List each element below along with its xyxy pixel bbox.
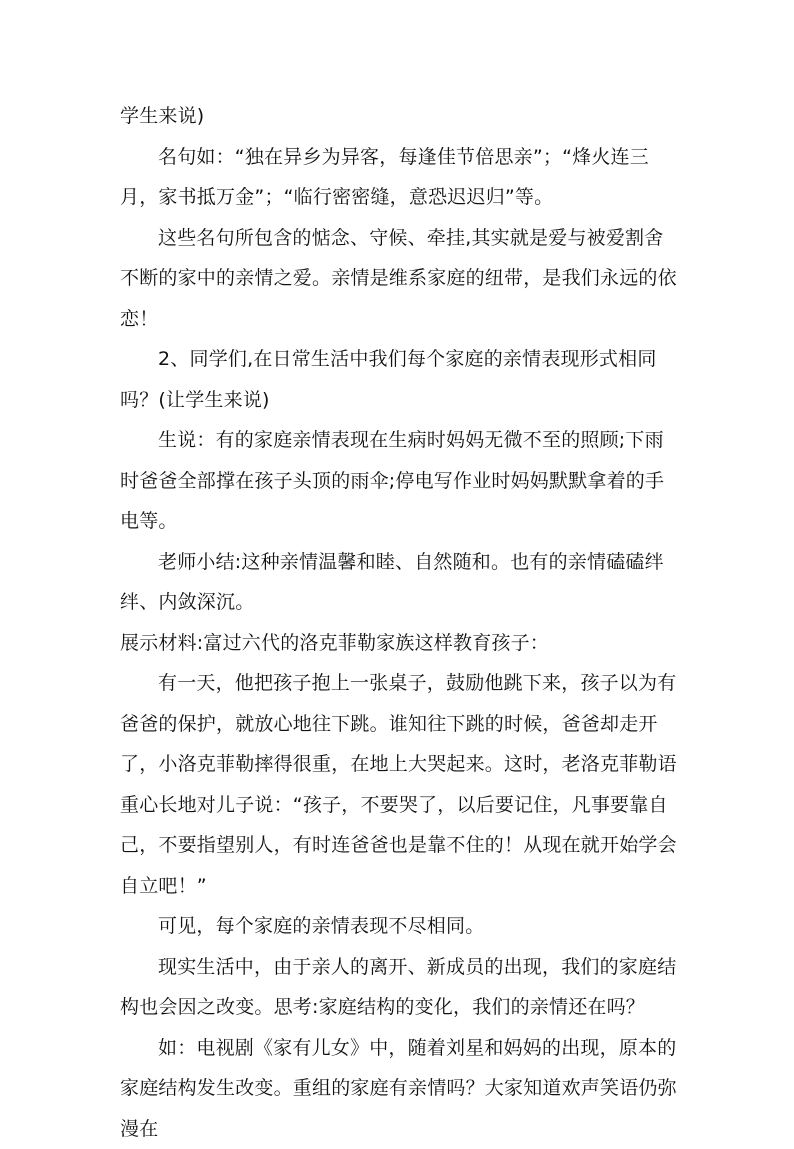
- paragraph-5: 生说：有的家庭亲情表现在生病时妈妈无微不至的照顾;下雨时爸爸全部撑在孩子头顶的雨伞;停电写作业时妈妈默默拿着的手电等。: [120, 420, 680, 542]
- paragraph-11: 如：电视剧《家有儿女》中，随着刘星和妈妈的出现，原本的家庭结构发生改变。重组的家庭有亲情吗？大家知道欢声笑语仍弥漫在: [120, 1028, 680, 1149]
- paragraph-3: 这些名句所包含的惦念、守候、牵挂,其实就是爱与被爱割舍不断的家中的亲情之爱。亲情是维系家庭的纽带，是我们永远的依恋！: [120, 218, 680, 340]
- paragraph-8: 有一天，他把孩子抱上一张桌子，鼓励他跳下来，孩子以为有爸爸的保护，就放心地往下跳。谁知往下跳的时候，爸爸却走开了，小洛克菲勒摔得很重，在地上大哭起来。这时，老洛克菲勒语重心长地对儿子说：“孩子，不要哭了，以后要记住，凡事要靠自己，不要指望别人，有时连爸爸也是靠不住的！从现在就开始学会自立吧！”: [120, 663, 680, 906]
- paragraph-7: 展示材料:富过六代的洛克菲勒家族这样教育孩子：: [120, 623, 680, 664]
- paragraph-1: 学生来说): [120, 96, 680, 137]
- paragraph-9: 可见，每个家庭的亲情表现不尽相同。: [120, 906, 680, 947]
- document-body: [120, 96, 680, 1149]
- paragraph-4: 2、同学们,在日常生活中我们每个家庭的亲情表现形式相同吗？(让学生来说): [120, 339, 680, 420]
- paragraph-10: 现实生活中，由于亲人的离开、新成员的出现，我们的家庭结构也会因之改变。思考:家庭结构的变化，我们的亲情还在吗？: [120, 947, 680, 1028]
- paragraph-6: 老师小结:这种亲情温馨和睦、自然随和。也有的亲情磕磕绊绊、内敛深沉。: [120, 542, 680, 623]
- paragraph-2: 名句如：“独在异乡为异客，每逢佳节倍思亲”；“烽火连三月，家书抵万金”；“临行密密缝，意恐迟迟归”等。: [120, 137, 680, 218]
